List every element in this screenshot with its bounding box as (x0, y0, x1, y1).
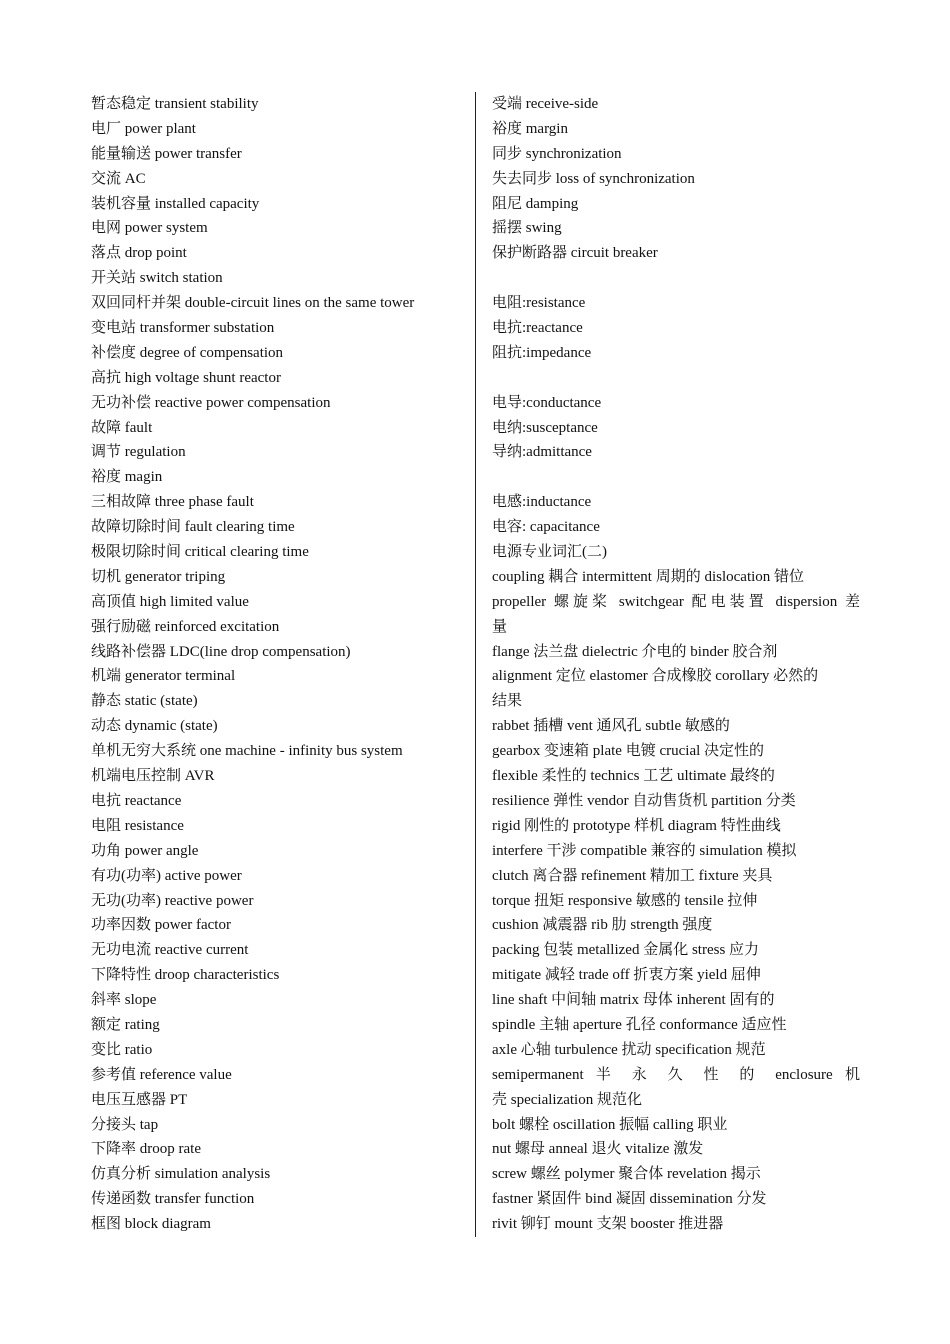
left-glossary-column (91, 92, 466, 1237)
glossary-entry: 电感:inductance (492, 494, 592, 511)
glossary-entry: coupling 耦合 intermittent 周期的 dislocation 错位 (492, 568, 805, 585)
glossary-entry: 开关站 switch station (91, 270, 223, 287)
glossary-entry: rigid 刚性的 prototype 样机 diagram 特性曲线 (492, 817, 781, 834)
glossary-entry: 变比 ratio (91, 1041, 153, 1058)
glossary-entry: 机端 generator terminal (91, 668, 236, 685)
glossary-entry: 机端电压控制 AVR (91, 768, 215, 785)
glossary-entry: axle 心轴 turbulence 扰动 specification 规范 (492, 1041, 766, 1058)
glossary-entry: 裕度 magin (91, 469, 163, 486)
glossary-entry: 无功电流 reactive current (91, 942, 249, 959)
glossary-entry: cushion 减震器 rib 肋 strength 强度 (492, 917, 713, 934)
glossary-entry: 单机无穷大系统 one machine - infinity bus system (91, 743, 403, 760)
glossary-entry: alignment 定位 elastomer 合成橡胶 corollary 必然的 (492, 668, 819, 685)
glossary-entry: 额定 rating (91, 1016, 160, 1033)
glossary-entry: 传递函数 transfer function (91, 1191, 255, 1208)
glossary-entry: rivit 铆钉 mount 支架 booster 推进器 (492, 1216, 724, 1233)
glossary-entry: 强行励磁 reinforced excitation (91, 618, 280, 635)
glossary-entry: 暂态稳定 transient stability (91, 96, 259, 112)
glossary-entry: line shaft 中间轴 matrix 母体 inherent 固有的 (492, 992, 775, 1009)
glossary-entry: flange 法兰盘 dielectric 介电的 binder 胶合剂 (492, 643, 778, 660)
glossary-entry: 无功(功率) reactive power (91, 892, 254, 909)
glossary-entry: semipermanent 半 永 久 性 的 enclosure 机 (492, 1066, 860, 1083)
glossary-entry: gearbox 变速箱 plate 电镀 crucial 决定性的 (492, 743, 765, 760)
glossary-entry: propeller 螺旋桨 switchgear 配电装置 dispersion 差 (492, 593, 860, 610)
glossary-entry: 阻抗:impedance (492, 344, 592, 361)
glossary-entry: bolt 螺栓 oscillation 振幅 calling 职业 (492, 1116, 728, 1133)
glossary-entry: 功角 power angle (91, 842, 199, 859)
glossary-entry: packing 包装 metallized 金属化 stress 应力 (492, 942, 760, 959)
glossary-entry: 量 (492, 618, 508, 635)
glossary-entry: 装机容量 installed capacity (91, 195, 260, 212)
glossary-entry: rabbet 插槽 vent 通风孔 subtle 敏感的 (492, 718, 730, 735)
glossary-entry: 变电站 transformer substation (91, 320, 275, 337)
glossary-entry: 下降特性 droop characteristics (91, 967, 280, 984)
glossary-entry: nut 螺母 anneal 退火 vitalize 激发 (492, 1141, 704, 1158)
glossary-entry: 交流 AC (91, 170, 146, 187)
glossary-entry: 无功补偿 reactive power compensation (91, 394, 331, 411)
glossary-entry: 双回同杆并架 double-circuit lines on the same tower (91, 295, 415, 312)
glossary-entry: 故障切除时间 fault clearing time (91, 519, 295, 536)
glossary-entry: 裕度 margin (492, 120, 568, 137)
glossary-entry: 电抗 reactance (91, 792, 182, 809)
glossary-entry: 电源专业词汇(二) (492, 544, 607, 561)
glossary-entry: 失去同步 loss of synchronization (492, 170, 695, 187)
glossary-entry: 导纳:admittance (492, 444, 592, 461)
glossary-entry: flexible 柔性的 technics 工艺 ultimate 最终的 (492, 768, 775, 785)
glossary-entry: 电厂 power plant (91, 120, 196, 137)
column-divider (475, 92, 476, 1237)
glossary-entry: 电纳:susceptance (492, 419, 598, 436)
glossary-entry: 动态 dynamic (state) (91, 718, 218, 735)
glossary-entry: 电抗:reactance (492, 320, 583, 337)
glossary-entry: 线路补偿器 LDC(line drop compensation) (91, 643, 351, 660)
glossary-entry: 电容: capacitance (492, 519, 600, 536)
glossary-entry: resilience 弹性 vendor 自动售货机 partition 分类 (492, 792, 796, 809)
glossary-entry (492, 266, 860, 291)
glossary-entry (492, 465, 860, 490)
glossary-entry: 高抗 high voltage shunt reactor (91, 369, 281, 386)
glossary-entry: clutch 离合器 refinement 精加工 fixture 夹具 (492, 867, 773, 884)
right-glossary-column (492, 92, 860, 1237)
glossary-entry: 结果 (492, 693, 523, 710)
glossary-entry: 有功(功率) active power (91, 867, 242, 884)
glossary-entry: 补偿度 degree of compensation (91, 344, 284, 361)
glossary-entry: spindle 主轴 aperture 孔径 conformance 适应性 (492, 1016, 787, 1033)
glossary-entry: 高顶值 high limited value (91, 593, 249, 610)
glossary-entry: 落点 drop point (91, 245, 187, 262)
glossary-entry: 调节 regulation (91, 444, 186, 461)
glossary-entry: 功率因数 power factor (91, 917, 231, 934)
glossary-entry: mitigate 减轻 trade off 折衷方案 yield 屈伸 (492, 967, 761, 984)
glossary-entry: 同步 synchronization (492, 145, 622, 162)
glossary-entry: fastner 紧固件 bind 凝固 dissemination 分发 (492, 1191, 767, 1208)
glossary-entry: 三相故障 three phase fault (91, 494, 254, 511)
glossary-entry: 电导:conductance (492, 394, 602, 411)
glossary-entry: 壳 specialization 规范化 (492, 1091, 642, 1108)
glossary-entry: 电网 power system (91, 220, 208, 237)
glossary-entry (492, 366, 860, 391)
glossary-entry: 下降率 droop rate (91, 1141, 201, 1158)
glossary-entry: 分接头 tap (91, 1116, 159, 1133)
glossary-entry: 受端 receive-side (492, 96, 599, 112)
glossary-entry: 能量输送 power transfer (91, 145, 242, 162)
glossary-entry: 仿真分析 simulation analysis (91, 1166, 271, 1183)
glossary-entry: 斜率 slope (91, 992, 157, 1009)
glossary-entry: 电阻:resistance (492, 295, 586, 312)
glossary-entry: 静态 static (state) (91, 693, 198, 710)
glossary-entry: 保护断路器 circuit breaker (492, 245, 658, 262)
glossary-entry: 电压互感器 PT (91, 1091, 188, 1108)
glossary-entry: interfere 干涉 compatible 兼容的 simulation 模拟 (492, 842, 797, 859)
glossary-entry: 故障 fault (91, 419, 153, 436)
glossary-entry: screw 螺丝 polymer 聚合体 revelation 揭示 (492, 1166, 761, 1183)
glossary-entry: 电阻 resistance (91, 817, 184, 834)
glossary-entry: 参考值 reference value (91, 1066, 232, 1083)
glossary-entry: 摇摆 swing (492, 220, 562, 237)
glossary-entry: 极限切除时间 critical clearing time (91, 544, 309, 561)
glossary-entry: 阻尼 damping (492, 195, 579, 212)
glossary-entry: torque 扭矩 responsive 敏感的 tensile 拉伸 (492, 892, 758, 909)
glossary-entry: 切机 generator triping (91, 568, 226, 585)
glossary-entry: 框图 block diagram (91, 1216, 211, 1233)
